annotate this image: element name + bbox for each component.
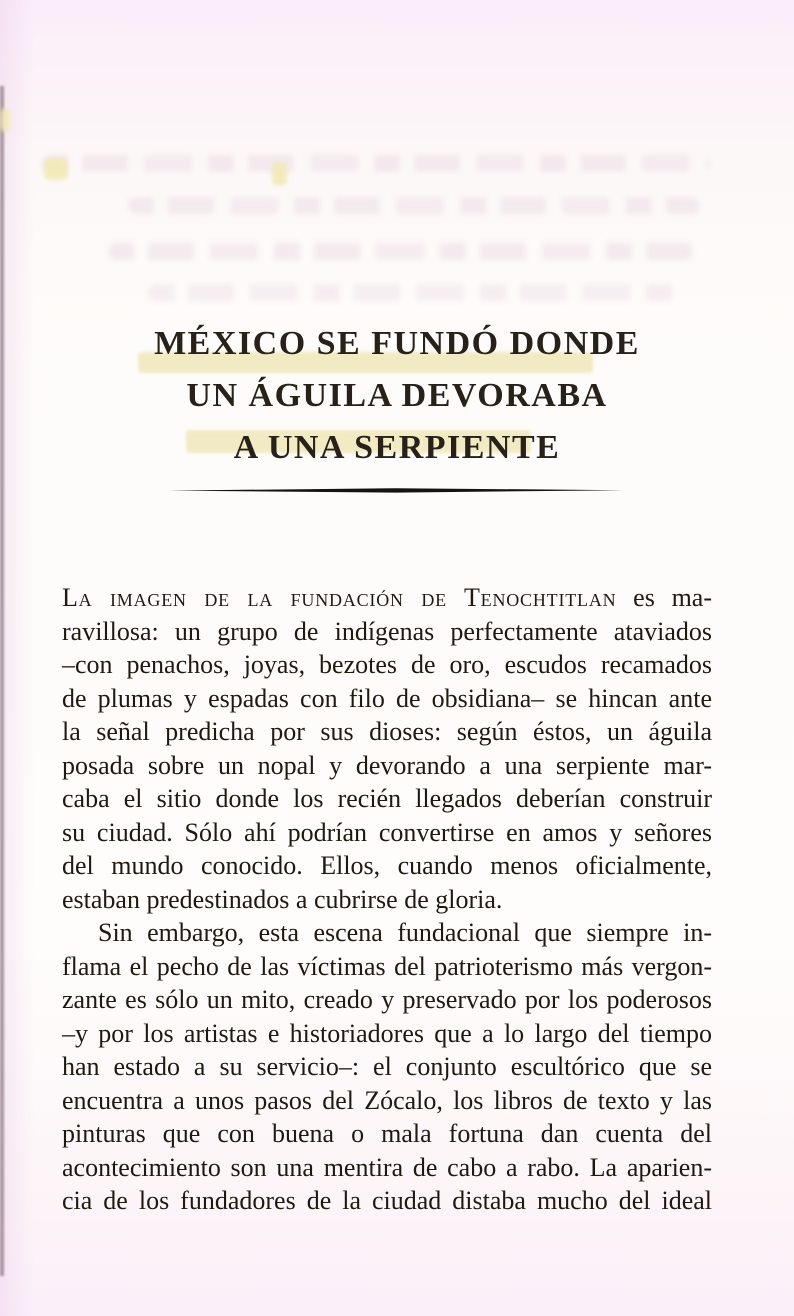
bleed-through-text — [42, 155, 710, 172]
body-line: pinturas que con buena o mala fortuna dan cuenta del — [62, 1119, 712, 1148]
chapter-title-line: MÉXICO SE FUNDÓ DONDE — [154, 325, 640, 362]
body-line: encuentra a unos pasos del Zócalo, los libros de texto y las — [62, 1085, 712, 1115]
body-line: La imagen de la fundación de Tenochtitlan es ma- — [62, 583, 712, 612]
body-line: Sin embargo, esta escena fundacional que siempre in- — [98, 918, 712, 947]
body-line: del mundo conocido. Ellos, cuando menos oficialmente, — [62, 851, 712, 880]
bleed-through-text — [108, 243, 694, 260]
body-line: –con penachos, joyas, bezotes de oro, escudos recamados — [62, 650, 712, 679]
bleed-through-text — [128, 197, 700, 214]
body-line: de plumas y espadas con filo de obsidiana– se hincan ante — [62, 683, 712, 713]
highlight-bleed-mark — [44, 158, 68, 180]
body-line: ravillosa: un grupo de indígenas perfectamente ataviados — [62, 616, 712, 646]
body-line: su ciudad. Sólo ahí podrían convertirse en amos y señores — [62, 817, 712, 847]
title-divider-rule — [168, 487, 624, 495]
body-line: acontecimiento son una mentira de cabo a rabo. La aparien- — [62, 1152, 712, 1182]
body-line: han estado a su servicio–: el conjunto escultórico que se — [62, 1052, 712, 1081]
chapter-title-line: A UNA SERPIENTE — [233, 429, 561, 466]
body-line: la señal predicha por sus dioses: según éstos, un águila — [62, 717, 712, 746]
body-line: caba el sitio donde los recién llegados deberían construir — [62, 784, 712, 813]
body-line: zante es sólo un mito, creado y preservado por los poderosos — [62, 985, 712, 1014]
body-line: flama el pecho de las víctimas del patrioterismo más vergon- — [62, 951, 712, 981]
smallcaps-lead: La imagen de la fundación de Tenochtitlan — [62, 583, 617, 612]
scan-edge-shadow — [0, 86, 4, 1276]
body-line: –y por los artistas e historiadores que a lo largo del tiempo — [62, 1018, 712, 1048]
body-line: cia de los fundadores de la ciudad distaba mucho del ideal — [62, 1186, 712, 1215]
highlight-bleed-mark — [0, 108, 10, 132]
body-line: estaban predestinados a cubrirse de gloria. — [62, 884, 503, 914]
chapter-title-line: UN ÁGUILA DEVORABA — [186, 377, 608, 414]
body-text — [62, 581, 712, 1218]
highlight-bleed-mark — [272, 162, 287, 186]
chapter-title — [0, 318, 794, 474]
bleed-through-text — [148, 284, 684, 301]
body-line: posada sobre un nopal y devorando a una serpiente mar- — [62, 750, 712, 780]
